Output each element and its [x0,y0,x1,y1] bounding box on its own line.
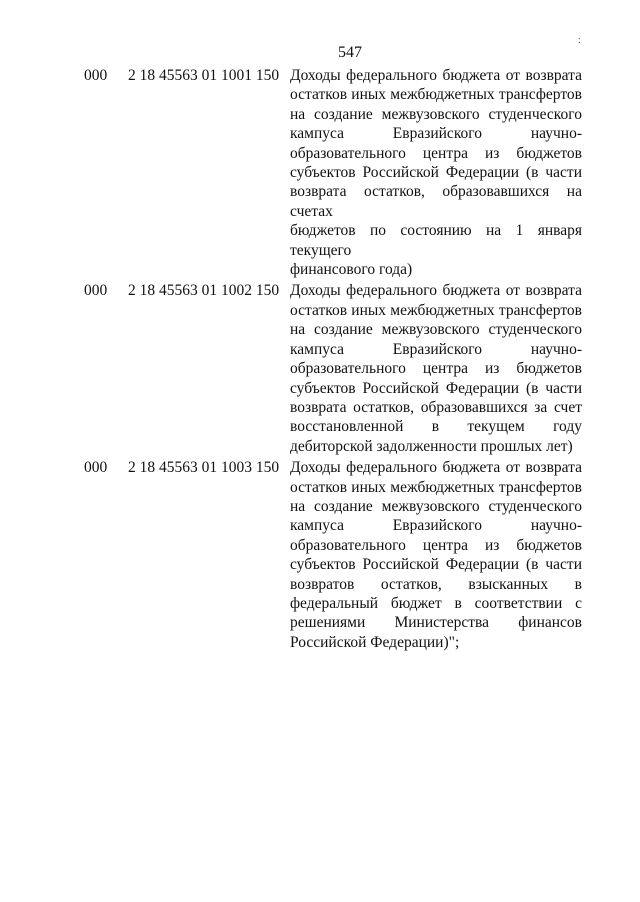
table-row [84,458,582,652]
description-line: кампуса Евразийского научно- [290,340,582,358]
description-line: Российской Федерации)"; [290,633,460,651]
description-line: возвратов остатков, взысканных в [290,575,582,593]
description-line: Доходы федерального бюджета от возврата [290,459,582,477]
admin-code: 000 [84,282,108,300]
revenue-description [290,281,582,456]
description-line: остатков иных межбюджетных трансфертов [290,478,582,496]
description-line: субъектов Российской Федерации (в части [290,556,582,574]
budget-classification-code: 2 18 45563 01 1001 150 [128,67,280,84]
description-line: кампуса Евразийского научно- [290,125,582,143]
description-line: субъектов Российской Федерации (в части [290,164,582,182]
description-line: Доходы федерального бюджета от возврата [290,282,582,300]
admin-code: 000 [84,67,108,84]
description-line: федеральный бюджет в соответствии с [290,594,582,612]
description-line: кампуса Евразийского научно- [290,517,582,535]
description-line: возврата остатков, образовавшихся на счетах [290,183,582,220]
description-line: образовательного центра из бюджетов [290,536,582,554]
description-line: образовательного центра из бюджетов [290,144,582,162]
description-line: образовательного центра из бюджетов [290,360,582,378]
description-line: остатков иных межбюджетных трансфертов [290,86,582,104]
description-line: восстановленной в текущем году [290,418,582,436]
table-row [84,66,582,279]
scan-speck: : [578,35,581,46]
description-line: возврата остатков, образовавшихся за счет [290,398,582,416]
description-line: бюджетов по состоянию на 1 января текущего [290,222,582,259]
description-line: решениями Министерства финансов [290,614,582,632]
admin-code: 000 [84,459,108,477]
table-row [84,281,582,456]
budget-classification-code: 2 18 45563 01 1002 150 [128,282,280,300]
revenue-description [290,458,582,652]
description-line: на создание межвузовского студенческого [290,497,582,515]
description-line: Доходы федерального бюджета от возврата [290,67,582,84]
budget-code-table [84,66,582,654]
revenue-description [290,66,582,279]
budget-classification-code: 2 18 45563 01 1003 150 [128,459,280,477]
description-line: на создание межвузовского студенческого [290,321,582,339]
page-number: 547 [338,44,362,61]
description-line: остатков иных межбюджетных трансфертов [290,301,582,319]
description-line: финансового года) [290,261,413,279]
description-line: дебиторской задолженности прошлых лет) [290,437,573,455]
description-line: на создание межвузовского студенческого [290,105,582,123]
description-line: субъектов Российской Федерации (в части [290,379,582,397]
